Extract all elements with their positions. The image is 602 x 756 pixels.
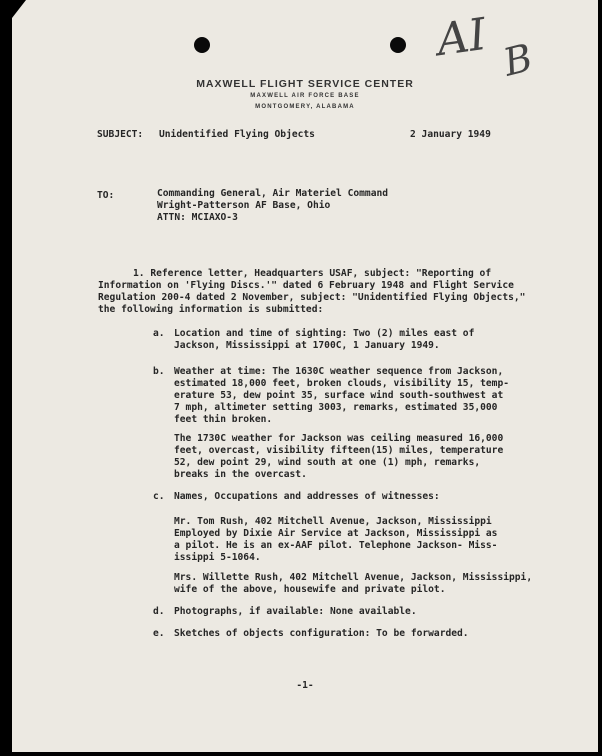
to-line-2: Wright-Patterson AF Base, Ohio bbox=[157, 200, 331, 211]
paragraph-1-line-3: Regulation 200-4 dated 2 November, subject: "Unidentified Flying Objects," bbox=[98, 292, 526, 303]
paragraph-1-line-4: the following information is submitted: bbox=[98, 304, 324, 315]
item-b2-line-1: The 1730C weather for Jackson was ceiling measured 16,000 bbox=[174, 433, 504, 444]
item-e-text: Sketches of objects configuration: To be forwarded. bbox=[174, 628, 469, 639]
item-b-line-3: erature 53, dew point 35, surface wind south-southwest at bbox=[174, 390, 504, 401]
item-c-line-4: issippi 5-1064. bbox=[174, 552, 261, 563]
item-b-line-5: feet thin broken. bbox=[174, 414, 273, 425]
punch-hole-left bbox=[194, 37, 210, 53]
letter-date: 2 January 1949 bbox=[410, 129, 491, 140]
item-c-letter: c. bbox=[153, 491, 165, 502]
page-corner bbox=[12, 0, 26, 18]
handwritten-mark-ai: AI bbox=[433, 8, 490, 67]
document-page bbox=[12, 0, 598, 752]
item-d-letter: d. bbox=[153, 606, 165, 617]
to-line-3: ATTN: MCIAXO-3 bbox=[157, 212, 238, 223]
item-b-letter: b. bbox=[153, 366, 165, 377]
item-c-line-1: Mr. Tom Rush, 402 Mitchell Avenue, Jackson, Mississippi bbox=[174, 516, 492, 527]
item-b-line-2: estimated 18,000 feet, broken clouds, visibility 15, temp- bbox=[174, 378, 510, 389]
paragraph-1-line-1: 1. Reference letter, Headquarters USAF, subject: "Reporting of bbox=[133, 268, 492, 279]
item-c-heading: Names, Occupations and addresses of witnesses: bbox=[174, 491, 440, 502]
subject-label: SUBJECT: bbox=[97, 129, 144, 140]
item-b2-line-4: breaks in the overcast. bbox=[174, 469, 307, 480]
to-label: TO: bbox=[97, 190, 115, 201]
to-line-1: Commanding General, Air Materiel Command bbox=[157, 188, 389, 199]
item-a-line-2: Jackson, Mississippi at 1700C, 1 January 1949. bbox=[174, 340, 440, 351]
item-b-line-4: 7 mph, altimeter setting 3003, remarks, estimated 35,000 bbox=[174, 402, 498, 413]
item-d-text: Photographs, if available: None available. bbox=[174, 606, 417, 617]
handwritten-mark-b: B bbox=[499, 35, 537, 85]
punch-hole-right bbox=[390, 37, 406, 53]
item-e-letter: e. bbox=[153, 628, 165, 639]
item-c2-line-2: wife of the above, housewife and private pilot. bbox=[174, 584, 446, 595]
paragraph-1-line-2: Information on 'Flying Discs.'" dated 6 February 1948 and Flight Service bbox=[98, 280, 514, 291]
item-b2-line-3: 52, dew point 29, wind south at one (1) mph, remarks, bbox=[174, 457, 481, 468]
item-a-letter: a. bbox=[153, 328, 165, 339]
item-c-line-3: a pilot. He is an ex-AAF pilot. Telephone Jackson- Miss- bbox=[174, 540, 498, 551]
subject-text: Unidentified Flying Objects bbox=[159, 129, 315, 140]
item-c2-line-1: Mrs. Willette Rush, 402 Mitchell Avenue, Jackson, Mississippi, bbox=[174, 572, 533, 583]
page-number: -1- bbox=[296, 680, 314, 691]
item-b2-line-2: feet, overcast, visibility fifteen(15) miles, temperature bbox=[174, 445, 504, 456]
letterhead-base: MAXWELL AIR FORCE BASE bbox=[250, 93, 360, 99]
item-a-line-1: Location and time of sighting: Two (2) miles east of bbox=[174, 328, 475, 339]
letterhead-name: MAXWELL FLIGHT SERVICE CENTER bbox=[196, 78, 414, 90]
letterhead-city: MONTGOMERY, ALABAMA bbox=[255, 104, 355, 110]
item-c-line-2: Employed by Dixie Air Service at Jackson, Mississippi as bbox=[174, 528, 498, 539]
item-b-line-1: Weather at time: The 1630C weather sequence from Jackson, bbox=[174, 366, 504, 377]
